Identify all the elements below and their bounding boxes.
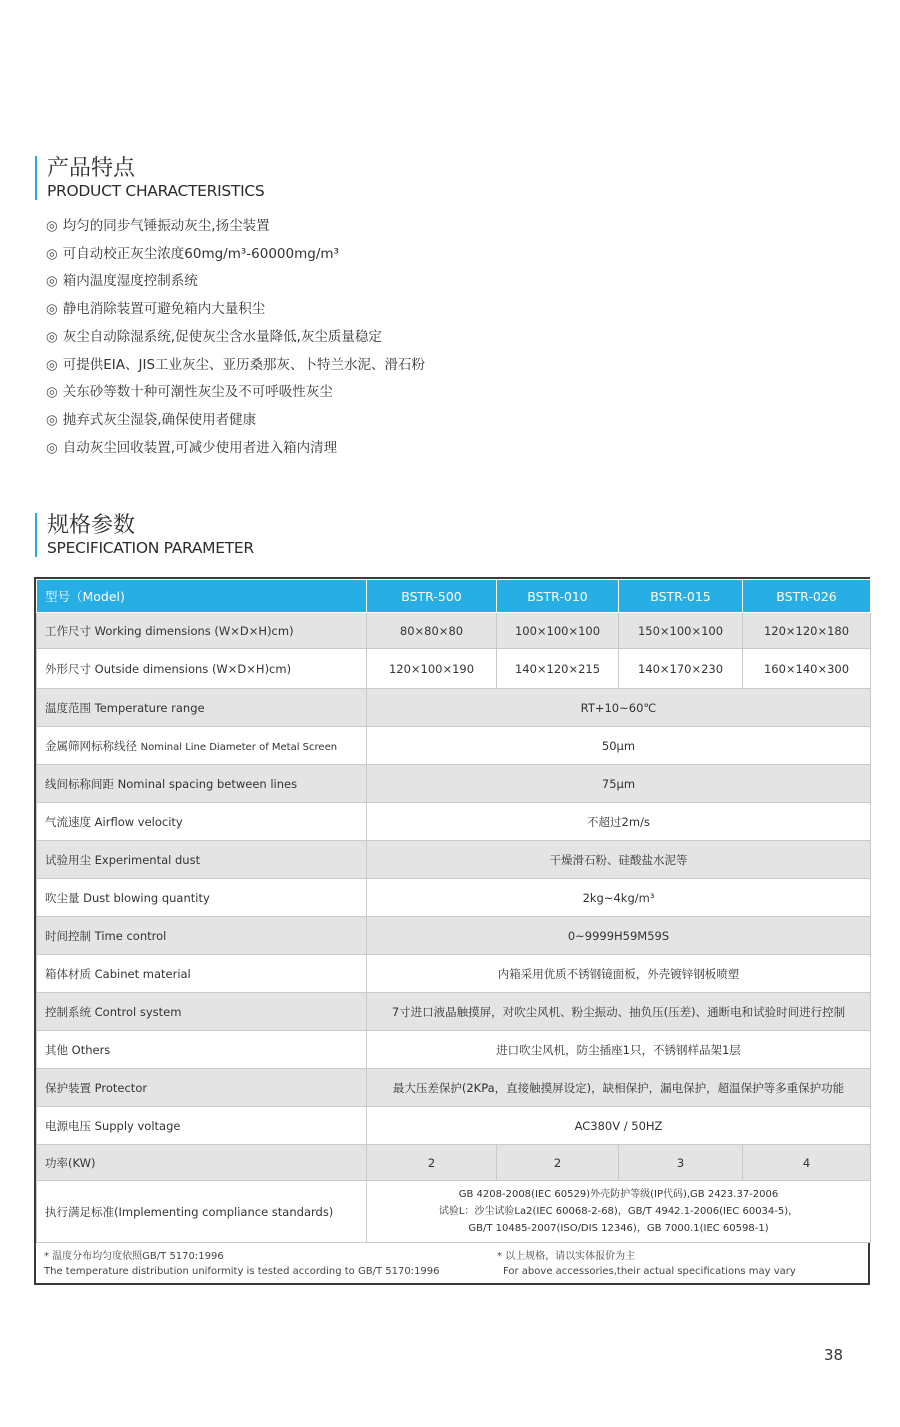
model-header: BSTR-026: [743, 580, 871, 613]
cell-value: AC380V / 50HZ: [367, 1107, 871, 1145]
footnote-line: * 温度分布均匀度依照GB/T 5170:1996: [44, 1251, 224, 1262]
features-title-en: PRODUCT CHARACTERISTICS: [47, 182, 265, 200]
row-label: 线间标称间距 Nominal spacing between lines: [37, 765, 367, 803]
cell-value: 3: [619, 1145, 743, 1181]
features-list: [46, 213, 425, 462]
table-row: [37, 1145, 871, 1181]
cell-value: [367, 1181, 871, 1243]
cell-value: 4: [743, 1145, 871, 1181]
table-row: [37, 765, 871, 803]
bullet-icon: ◎: [46, 218, 58, 234]
table-row: [37, 803, 871, 841]
cell-value: RT+10~60℃: [367, 689, 871, 727]
row-label: 工作尺寸 Working dimensions (W×D×H)cm): [37, 613, 367, 649]
cell-value: 150×100×100: [619, 613, 743, 649]
standards-line: GB/T 10485-2007(ISO/DIS 12346)，GB 7000.1(IEC 60598-1): [468, 1223, 769, 1234]
spec-table-frame: [34, 577, 870, 1285]
cell-value: 干燥滑石粉、硅酸盐水泥等: [367, 841, 871, 879]
cell-value: 2: [497, 1145, 619, 1181]
row-label: 电源电压 Supply voltage: [37, 1107, 367, 1145]
cell-value: 最大压差保护(2KPa，直接触摸屏设定)，缺相保护，漏电保护，超温保护等多重保护功能: [367, 1069, 871, 1107]
feature-item: [46, 241, 425, 269]
table-row: [37, 879, 871, 917]
footnote-left: [44, 1249, 440, 1279]
spec-section-heading: [35, 513, 254, 557]
standards-line: GB 4208-2008(IEC 60529)外壳防护等级(IP代码),GB 2423.37-2006: [458, 1189, 779, 1200]
table-row: [37, 993, 871, 1031]
cell-value: 7寸进口液晶触摸屏，对吹尘风机、粉尘振动、抽负压(压差)、通断电和试验时间进行控制: [367, 993, 871, 1031]
standards-line: 试验L：沙尘试验La2(IEC 60068-2-68)，GB/T 4942.1-2006(IEC 60034-5)，: [438, 1206, 799, 1217]
row-label: [37, 727, 367, 765]
feature-text: 均匀的同步气锤振动灰尘,扬尘装置: [62, 218, 270, 234]
row-label: 保护装置 Protector: [37, 1069, 367, 1107]
footnote-line: The temperature distribution uniformity is tested according to GB/T 5170:1996: [44, 1266, 440, 1277]
table-header-row: [37, 580, 871, 613]
feature-text: 自动灰尘回收装置,可减少使用者进入箱内清理: [62, 439, 338, 456]
cell-value: 不超过2m/s: [367, 803, 871, 841]
feature-text: 关东砂等数十种可潮性灰尘及不可呼吸性灰尘: [62, 384, 333, 401]
table-row: [37, 1181, 871, 1243]
table-row: [37, 917, 871, 955]
cell-value: 140×120×215: [497, 649, 619, 689]
bullet-icon: ◎: [46, 439, 58, 456]
cell-value: 120×100×190: [367, 649, 497, 689]
row-label: 箱体材质 Cabinet material: [37, 955, 367, 993]
cell-value: 2kg~4kg/m³: [367, 879, 871, 917]
feature-text: 箱内温度湿度控制系统: [62, 273, 198, 290]
feature-item: [46, 407, 425, 435]
table-row: [37, 689, 871, 727]
cell-value: 100×100×100: [497, 613, 619, 649]
model-header: BSTR-010: [497, 580, 619, 613]
features-title-cn: 产品特点: [47, 156, 136, 181]
row-label: 试验用尘 Experimental dust: [37, 841, 367, 879]
cell-value: 160×140×300: [743, 649, 871, 689]
row-label: 时间控制 Time control: [37, 917, 367, 955]
spec-title-cn: 规格参数: [47, 513, 136, 538]
feature-text: 抛弃式灰尘湿袋,确保使用者健康: [62, 411, 257, 428]
table-row: [37, 1069, 871, 1107]
model-header: BSTR-015: [619, 580, 743, 613]
feature-item: [46, 324, 425, 352]
bullet-icon: ◎: [46, 301, 58, 318]
cell-value: 140×170×230: [619, 649, 743, 689]
bullet-icon: ◎: [46, 411, 58, 428]
table-row: [37, 1031, 871, 1069]
row-label: 控制系统 Control system: [37, 993, 367, 1031]
cell-value: 75μm: [367, 765, 871, 803]
feature-text: 灰尘自动除湿系统,促使灰尘含水量降低,灰尘质量稳定: [62, 328, 382, 345]
spec-title-en: SPECIFICATION PARAMETER: [47, 539, 254, 557]
cell-value: 内箱采用优质不锈钢镜面板，外壳镀锌钢板喷塑: [367, 955, 871, 993]
table-row: [37, 955, 871, 993]
bullet-icon: ◎: [46, 245, 58, 262]
table-row: [37, 1107, 871, 1145]
feature-item: [46, 435, 425, 463]
footnote-line: For above accessories,their actual specifications may vary: [503, 1266, 796, 1277]
cell-value: 0~9999H59M59S: [367, 917, 871, 955]
row-label: 吹尘量 Dust blowing quantity: [37, 879, 367, 917]
cell-value: 50μm: [367, 727, 871, 765]
row-label-cn: 金属筛网标称线径: [45, 738, 137, 753]
feature-item: [46, 296, 425, 324]
feature-item: [46, 268, 425, 296]
feature-item: [46, 213, 425, 241]
row-label: 功率(KW): [37, 1145, 367, 1181]
table-row: [37, 727, 871, 765]
cell-value: 进口吹尘风机，防尘插座1只，不锈钢样品架1层: [367, 1031, 871, 1069]
feature-item: [46, 379, 425, 407]
bullet-icon: ◎: [46, 356, 58, 373]
cell-value: 120×120×180: [743, 613, 871, 649]
row-label: 温度范围 Temperature range: [37, 689, 367, 727]
bullet-icon: ◎: [46, 273, 58, 290]
row-label: 气流速度 Airflow velocity: [37, 803, 367, 841]
page-number: 38: [824, 1346, 844, 1364]
footnote-line: * 以上规格，请以实体报价为主: [497, 1251, 636, 1262]
cell-value: 80×80×80: [367, 613, 497, 649]
table-row: [37, 613, 871, 649]
feature-item: [46, 352, 425, 380]
feature-text: 可自动校正灰尘浓度60mg/m³-60000mg/m³: [62, 245, 339, 262]
row-label: 执行满足标准(Implementing compliance standards): [37, 1181, 367, 1243]
row-label: 其他 Others: [37, 1031, 367, 1069]
feature-text: 可提供EIA、JIS工业灰尘、亚历桑那灰、卜特兰水泥、滑石粉: [62, 356, 426, 373]
model-header-label: 型号（Model): [37, 580, 367, 613]
cell-value: 2: [367, 1145, 497, 1181]
row-label-en: Nominal Line Diameter of Metal Screen: [140, 741, 338, 753]
features-section-heading: [35, 156, 264, 200]
footnote-right: [497, 1249, 796, 1279]
table-row: [37, 649, 871, 689]
model-header: BSTR-500: [367, 580, 497, 613]
feature-text: 静电消除装置可避免箱内大量积尘: [62, 301, 266, 318]
table-row: [37, 841, 871, 879]
spec-table: [36, 579, 871, 1243]
bullet-icon: ◎: [46, 384, 58, 401]
row-label: 外形尺寸 Outside dimensions (W×D×H)cm): [37, 649, 367, 689]
bullet-icon: ◎: [46, 328, 58, 345]
